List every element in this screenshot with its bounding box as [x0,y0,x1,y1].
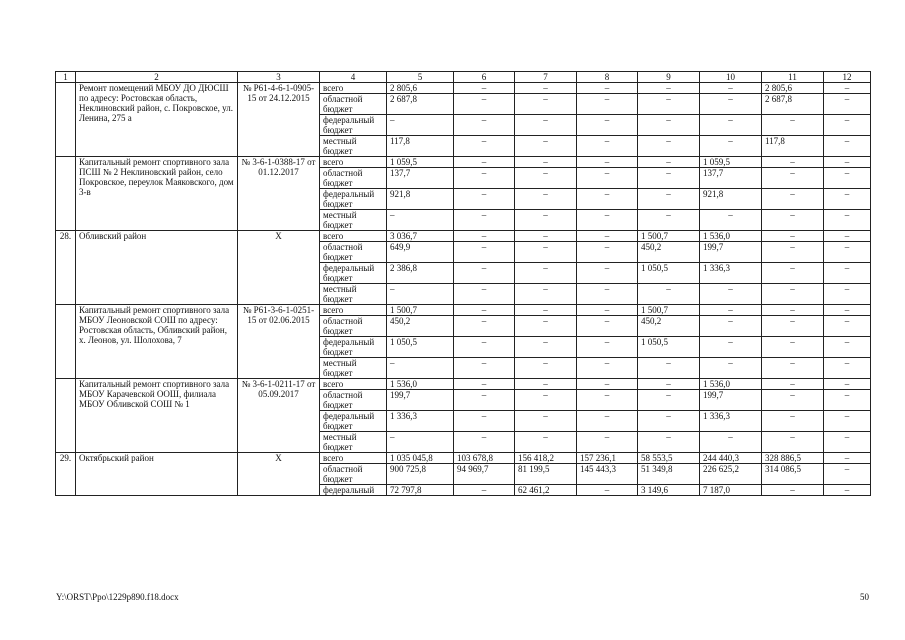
amount-cell: 1 050,5 [638,337,700,358]
amount-cell: – [515,83,577,94]
object-name: Капитальный ремонт спортивного зала МБОУ Карачевской ООШ, филиала МБОУ Обливской СОШ № 1 [76,379,238,453]
amount-cell: – [454,284,515,305]
amount-cell: – [515,316,577,337]
table-row [56,83,871,94]
amount-cell: 1 500,7 [638,305,700,316]
file-path: Y:\ORST\Ppo\1229p890.f18.docx [56,592,179,602]
table-row [56,379,871,390]
amount-cell: 156 418,2 [515,453,577,464]
amount-cell: – [762,284,824,305]
amount-cell: 2 805,6 [762,83,824,94]
amount-cell: – [700,337,762,358]
budget-source: областной бюджет [320,242,387,263]
amount-cell: – [762,485,824,496]
amount-cell: – [824,411,871,432]
budget-source: всего [320,157,387,168]
amount-cell: – [824,464,871,485]
amount-cell: – [824,168,871,189]
amount-cell: 2 687,8 [387,94,454,115]
column-header: 8 [577,72,638,83]
amount-cell: – [387,210,454,231]
amount-cell: – [762,390,824,411]
amount-cell: – [762,157,824,168]
amount-cell: – [454,305,515,316]
amount-cell: 1 336,3 [700,263,762,284]
amount-cell: – [762,305,824,316]
amount-cell: 900 725,8 [387,464,454,485]
object-name: Ремонт помещений МБОУ ДО ДЮСШ по адресу: Ростовская область, Неклиновский район, с. Покровское, ул. Ленина, 275 а [76,83,238,157]
amount-cell: – [824,316,871,337]
amount-cell: – [638,210,700,231]
amount-cell: – [515,358,577,379]
amount-cell: 1 336,3 [700,411,762,432]
amount-cell: 199,7 [387,390,454,411]
column-header: 4 [320,72,387,83]
amount-cell: – [577,231,638,242]
amount-cell: 137,7 [387,168,454,189]
amount-cell: – [762,263,824,284]
amount-cell: 117,8 [387,136,454,157]
amount-cell: 2 386,8 [387,263,454,284]
row-number: 28. [56,231,76,305]
amount-cell: – [700,316,762,337]
column-header: 12 [824,72,871,83]
document-ref: № Р61-3-6-1-0251-15 от 02.06.2015 [238,305,320,379]
amount-cell: 921,8 [387,189,454,210]
amount-cell: – [638,284,700,305]
document-ref: № Р61-4-6-1-0905-15 от 24.12.2015 [238,83,320,157]
row-number [56,305,76,379]
amount-cell: – [577,83,638,94]
amount-cell: – [824,115,871,136]
amount-cell: – [824,210,871,231]
amount-cell: – [454,316,515,337]
amount-cell: – [638,390,700,411]
amount-cell: – [824,390,871,411]
amount-cell: – [824,453,871,464]
amount-cell: – [577,411,638,432]
amount-cell: – [638,432,700,453]
amount-cell: 1 500,7 [638,231,700,242]
amount-cell: 157 236,1 [577,453,638,464]
amount-cell: – [454,390,515,411]
table-row [56,231,871,242]
amount-cell: 94 969,7 [454,464,515,485]
amount-cell: – [515,390,577,411]
amount-cell: 3 036,7 [387,231,454,242]
row-number [56,379,76,453]
object-name: Октябрьский район [76,453,238,496]
budget-source: федеральный бюджет [320,337,387,358]
amount-cell: – [387,358,454,379]
amount-cell: – [577,210,638,231]
amount-cell: – [824,231,871,242]
amount-cell: – [387,115,454,136]
amount-cell: – [700,210,762,231]
amount-cell: – [824,94,871,115]
amount-cell: – [824,358,871,379]
amount-cell: – [638,168,700,189]
table-row [56,453,871,464]
amount-cell: – [515,157,577,168]
amount-cell: – [762,210,824,231]
amount-cell: – [515,432,577,453]
amount-cell: – [454,242,515,263]
amount-cell: – [577,305,638,316]
amount-cell: 1 536,0 [700,231,762,242]
amount-cell: – [762,379,824,390]
amount-cell: 1 536,0 [700,379,762,390]
amount-cell: – [515,379,577,390]
amount-cell: – [638,379,700,390]
object-name: Капитальный ремонт спортивного зала МБОУ Леоновской СОШ по адресу: Ростовская область, Обливский район, х. Леонов, ул. Шолохова, 7 [76,305,238,379]
column-header: 5 [387,72,454,83]
amount-cell: – [387,432,454,453]
amount-cell: 450,2 [638,316,700,337]
amount-cell: – [454,358,515,379]
amount-cell: 921,8 [700,189,762,210]
amount-cell: – [762,432,824,453]
amount-cell: – [577,379,638,390]
amount-cell: – [577,189,638,210]
amount-cell: 199,7 [700,242,762,263]
budget-source: областной бюджет [320,390,387,411]
budget-source: всего [320,379,387,390]
amount-cell: 145 443,3 [577,464,638,485]
amount-cell: – [577,136,638,157]
column-header: 11 [762,72,824,83]
amount-cell: – [454,210,515,231]
amount-cell: – [577,157,638,168]
budget-source: местный бюджет [320,358,387,379]
amount-cell: – [824,157,871,168]
budget-source: местный бюджет [320,136,387,157]
amount-cell: 1 336,3 [387,411,454,432]
amount-cell: – [577,358,638,379]
budget-source: федеральный бюджет [320,115,387,136]
column-header: 9 [638,72,700,83]
amount-cell: – [577,390,638,411]
column-header: 3 [238,72,320,83]
row-number: 29. [56,453,76,496]
amount-cell: 1 050,5 [387,337,454,358]
amount-cell: – [454,168,515,189]
amount-cell: 117,8 [762,136,824,157]
column-header: 7 [515,72,577,83]
amount-cell: 103 678,8 [454,453,515,464]
amount-cell: – [638,189,700,210]
amount-cell: 450,2 [638,242,700,263]
amount-cell: – [454,337,515,358]
budget-source: федеральный бюджет [320,263,387,284]
amount-cell: – [454,157,515,168]
amount-cell: 1 536,0 [387,379,454,390]
amount-cell: – [515,115,577,136]
amount-cell: – [515,284,577,305]
budget-source: областной бюджет [320,94,387,115]
amount-cell: – [762,358,824,379]
amount-cell: 328 886,5 [762,453,824,464]
table-row [56,157,871,168]
amount-cell: – [577,316,638,337]
amount-cell: – [454,411,515,432]
amount-cell: – [638,83,700,94]
budget-source: федеральный [320,485,387,496]
budget-table [55,71,871,496]
amount-cell: – [577,485,638,496]
amount-cell: – [515,210,577,231]
amount-cell: 2 805,6 [387,83,454,94]
amount-cell: 51 349,8 [638,464,700,485]
amount-cell: 62 461,2 [515,485,577,496]
amount-cell: – [454,231,515,242]
column-header: 6 [454,72,515,83]
amount-cell: – [762,115,824,136]
amount-cell: – [515,189,577,210]
budget-source: областной бюджет [320,316,387,337]
amount-cell: – [577,432,638,453]
amount-cell: 1 500,7 [387,305,454,316]
amount-cell: – [454,94,515,115]
amount-cell: – [700,83,762,94]
amount-cell: – [700,305,762,316]
amount-cell: – [515,168,577,189]
amount-cell: – [762,316,824,337]
budget-source: всего [320,83,387,94]
amount-cell: 1 050,5 [638,263,700,284]
amount-cell: – [824,189,871,210]
object-name: Обливский район [76,231,238,305]
amount-cell: – [824,284,871,305]
column-header: 1 [56,72,76,83]
amount-cell: 81 199,5 [515,464,577,485]
amount-cell: 1 059,5 [387,157,454,168]
amount-cell: – [454,432,515,453]
amount-cell: – [700,284,762,305]
amount-cell: 244 440,3 [700,453,762,464]
amount-cell: – [515,136,577,157]
amount-cell: – [387,284,454,305]
amount-cell: 7 187,0 [700,485,762,496]
amount-cell: 226 625,2 [700,464,762,485]
amount-cell: 72 797,8 [387,485,454,496]
amount-cell: – [515,337,577,358]
amount-cell: – [638,94,700,115]
amount-cell: – [824,136,871,157]
amount-cell: – [700,432,762,453]
document-ref: № 3-6-1-0211-17 от 05.09.2017 [238,379,320,453]
header-row [56,72,871,83]
amount-cell: 199,7 [700,390,762,411]
amount-cell: – [577,115,638,136]
amount-cell: – [824,379,871,390]
row-number [56,157,76,231]
budget-source: областной бюджет [320,168,387,189]
amount-cell: – [824,83,871,94]
budget-source: федеральный бюджет [320,189,387,210]
amount-cell: – [454,263,515,284]
amount-cell: 649,9 [387,242,454,263]
amount-cell: – [454,136,515,157]
amount-cell: – [824,242,871,263]
budget-source: местный бюджет [320,284,387,305]
amount-cell: – [638,115,700,136]
amount-cell: – [638,411,700,432]
amount-cell: – [762,411,824,432]
amount-cell: – [515,231,577,242]
object-name: Капитальный ремонт спортивного зала ПСШ № 2 Неклиновский район, село Покровское, переулок Маяковского, дом 3-в [76,157,238,231]
amount-cell: – [638,358,700,379]
budget-source: всего [320,453,387,464]
amount-cell: 1 035 045,8 [387,453,454,464]
column-header: 10 [700,72,762,83]
table-row [56,305,871,316]
amount-cell: – [762,242,824,263]
amount-cell: – [762,189,824,210]
budget-source: всего [320,231,387,242]
amount-cell: – [454,115,515,136]
amount-cell: 2 687,8 [762,94,824,115]
amount-cell: – [577,168,638,189]
amount-cell: – [762,337,824,358]
amount-cell: – [577,242,638,263]
amount-cell: – [762,168,824,189]
column-header: 2 [76,72,238,83]
budget-source: областной бюджет [320,464,387,485]
budget-source: федеральный бюджет [320,411,387,432]
amount-cell: – [515,242,577,263]
amount-cell: – [700,115,762,136]
amount-cell: 1 059,5 [700,157,762,168]
budget-source: местный бюджет [320,432,387,453]
amount-cell: – [454,485,515,496]
amount-cell: – [700,358,762,379]
amount-cell: 3 149,6 [638,485,700,496]
amount-cell: – [454,83,515,94]
amount-cell: – [824,263,871,284]
amount-cell: – [454,189,515,210]
amount-cell: 450,2 [387,316,454,337]
amount-cell: – [638,136,700,157]
amount-cell: – [577,263,638,284]
amount-cell: – [577,284,638,305]
amount-cell: – [700,94,762,115]
amount-cell: – [762,231,824,242]
amount-cell: – [824,337,871,358]
budget-source: всего [320,305,387,316]
amount-cell: – [577,337,638,358]
amount-cell: – [515,305,577,316]
amount-cell: – [824,485,871,496]
amount-cell: 137,7 [700,168,762,189]
amount-cell: 58 553,5 [638,453,700,464]
amount-cell: – [515,411,577,432]
amount-cell: – [515,263,577,284]
amount-cell: – [824,432,871,453]
amount-cell: – [700,136,762,157]
page-number: 50 [860,592,869,602]
document-ref: Х [238,231,320,305]
budget-source: местный бюджет [320,210,387,231]
amount-cell: – [577,94,638,115]
amount-cell: 314 086,5 [762,464,824,485]
amount-cell: – [454,379,515,390]
amount-cell: – [638,157,700,168]
document-ref: Х [238,453,320,496]
document-ref: № 3-6-1-0388-17 от 01.12.2017 [238,157,320,231]
row-number [56,83,76,157]
amount-cell: – [515,94,577,115]
amount-cell: – [824,305,871,316]
